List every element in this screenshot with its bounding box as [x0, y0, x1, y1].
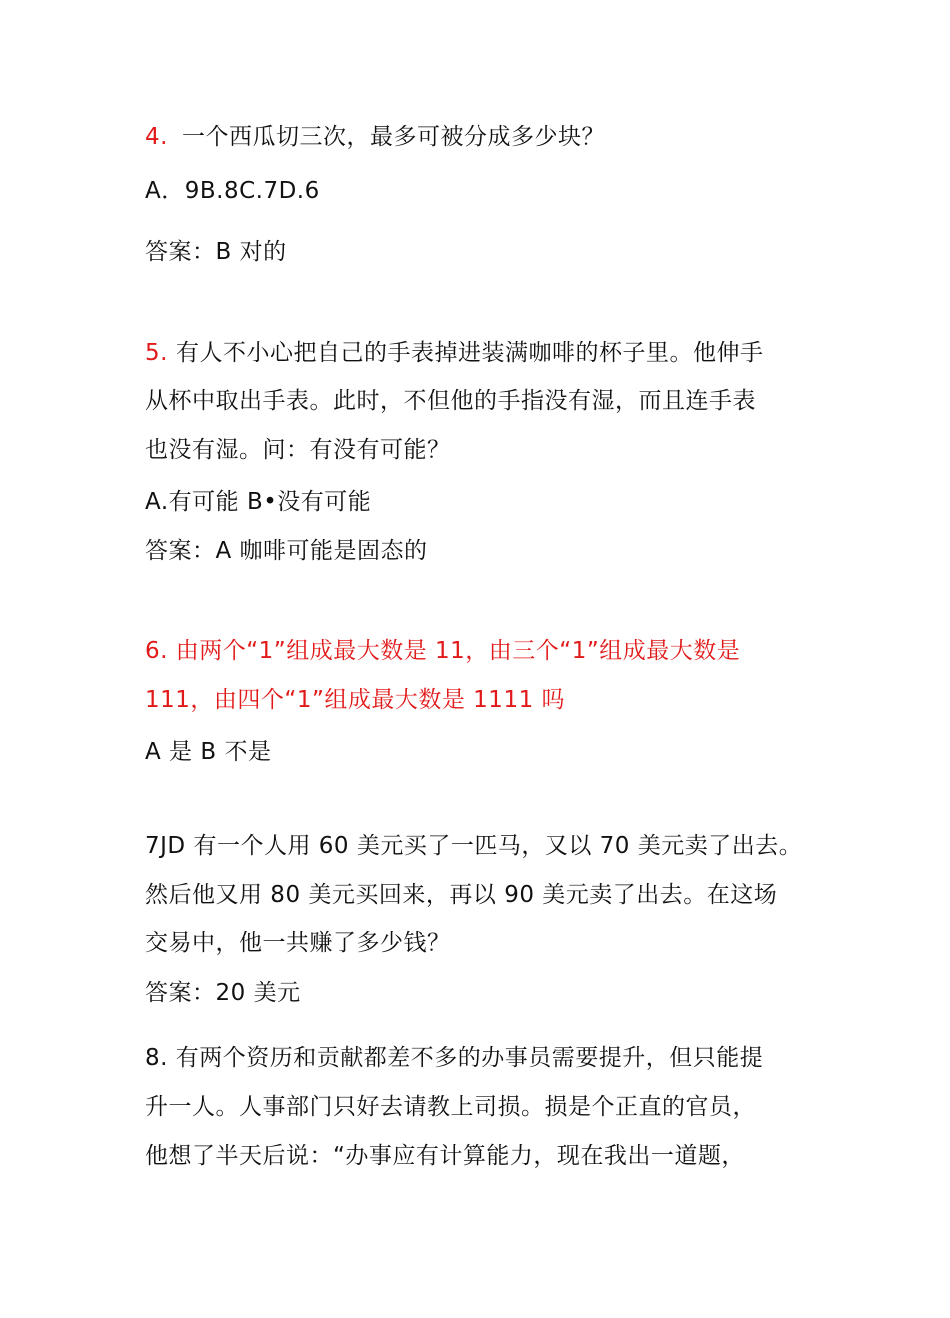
q5-number: 5. — [145, 340, 168, 366]
q5-line-3: 也没有湿。问：有没有可能？ — [145, 437, 451, 463]
q5-line-2: 从杯中取出手表。此时，不但他的手指没有湿，而且连手表 — [145, 388, 756, 414]
q4-answer: 答案：B 对的 — [145, 239, 287, 265]
q5-answer: 答案：A 咖啡可能是固态的 — [145, 538, 428, 564]
q5-options: A.有可能 B•没有可能 — [145, 489, 372, 515]
q4-options: A．9B.8C.7D.6 — [145, 178, 320, 204]
q4-question — [145, 122, 825, 152]
q7-line-3: 交易中，他一共赚了多少钱？ — [145, 930, 451, 956]
q8-line-2: 升一人。人事部门只好去请教上司损。损是个正直的官员， — [145, 1094, 756, 1120]
q7-line-2: 然后他又用 80 美元买回来，再以 90 美元卖了出去。在这场 — [145, 882, 778, 908]
q7-line-1: 7JD 有一个人用 60 美元买了一匹马，又以 70 美元卖了出去。 — [145, 833, 803, 859]
q5-line-1 — [145, 338, 825, 368]
q6-line-1: 6. 由两个“1”组成最大数是 11，由三个“1”组成最大数是 — [145, 638, 741, 664]
q5-text-1: 有人不小心把自己的手表掉进装满咖啡的杯子里。他伸手 — [175, 340, 764, 366]
q6-line-2: 111，由四个“1”组成最大数是 1111 吗 — [145, 687, 566, 713]
q4-text: 一个西瓜切三次，最多可被分成多少块？ — [181, 124, 605, 150]
q6-options: A 是 B 不是 — [145, 739, 272, 765]
q8-line-3: 他想了半天后说：“办事应有计算能力，现在我出一道题， — [145, 1143, 745, 1169]
q7-answer: 答案：20 美元 — [145, 980, 301, 1006]
q8-line-1: 8. 有两个资历和贡献都差不多的办事员需要提升，但只能提 — [145, 1045, 764, 1071]
q4-number: 4. — [145, 124, 168, 150]
